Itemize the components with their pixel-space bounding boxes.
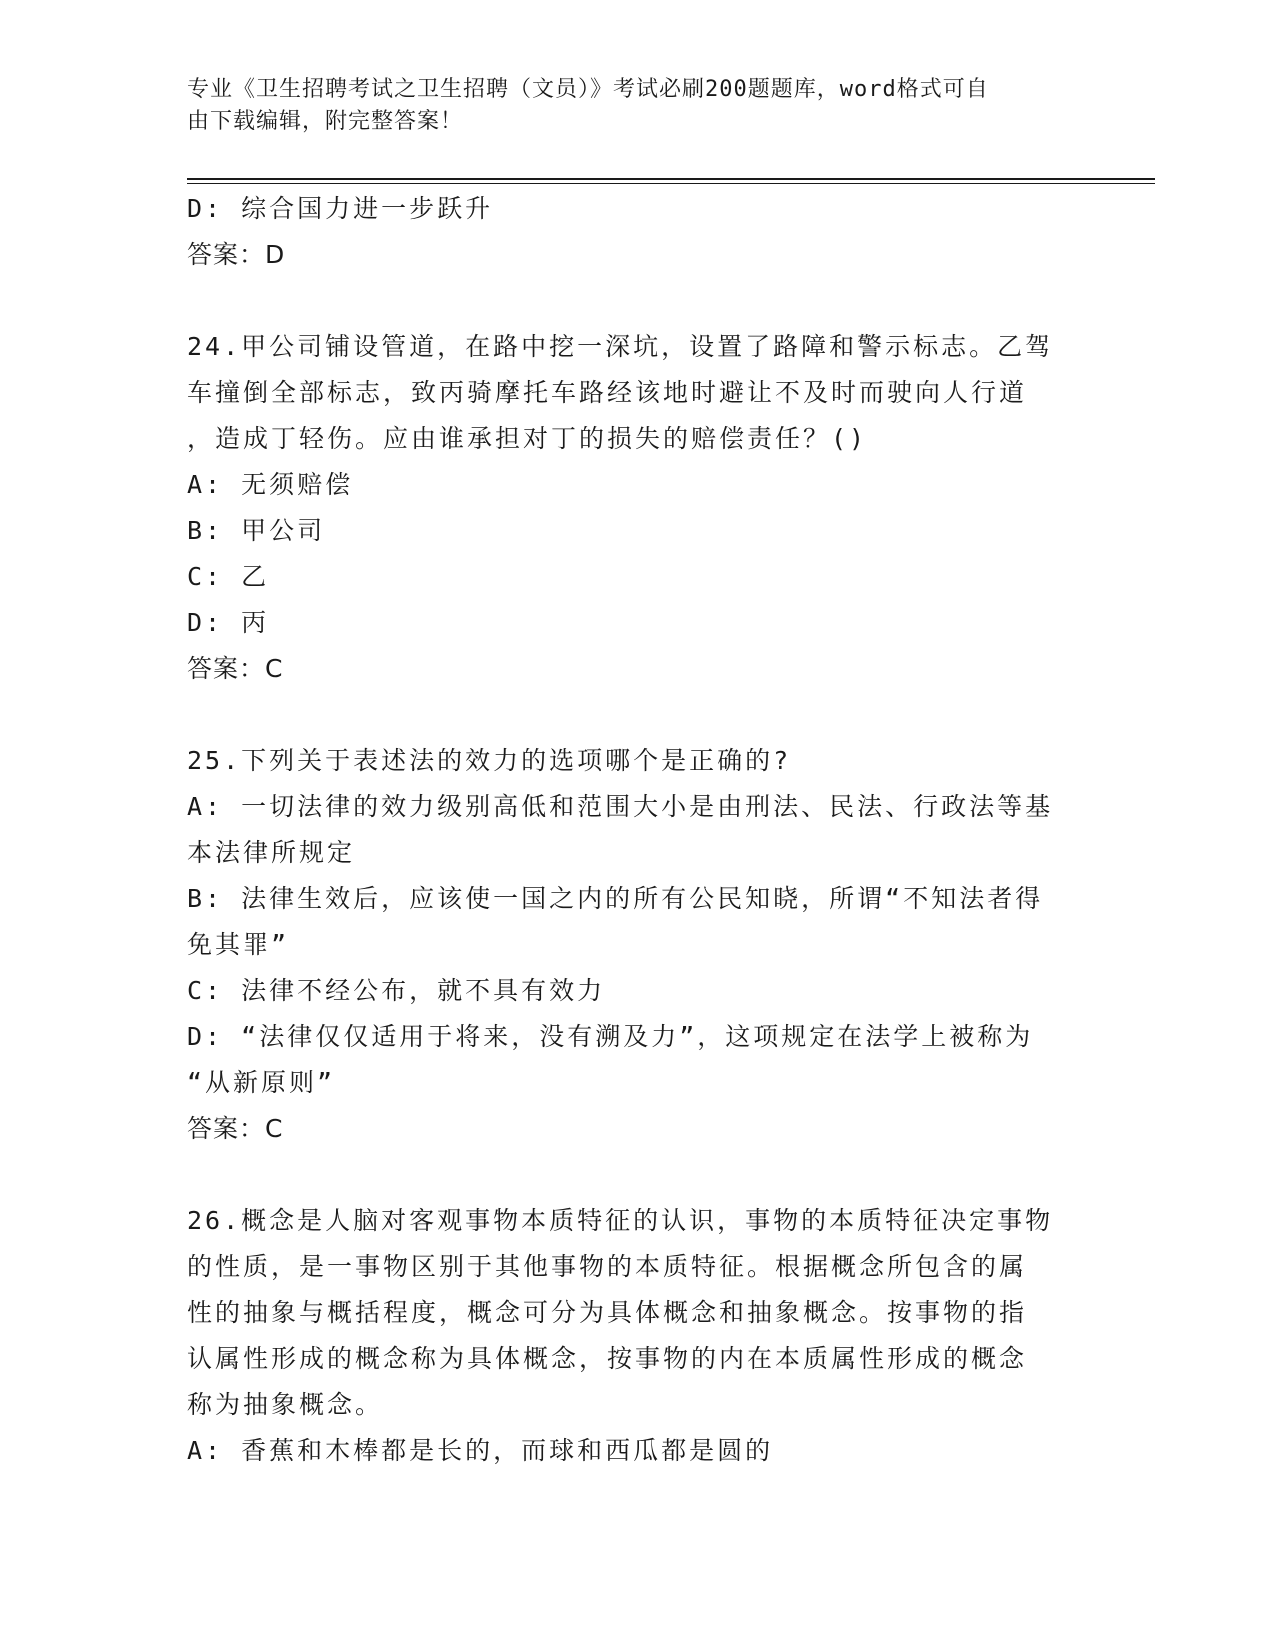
option-d: D: 综合国力进一步跃升	[187, 194, 494, 223]
answer-line: 答案：C	[187, 654, 284, 683]
option-b-continued: 免其罪”	[187, 930, 290, 959]
option-a: A: 一切法律的效力级别高低和范围大小是由刑法、民法、行政法等基	[187, 792, 1054, 821]
header-line: 由下载编辑，附完整答案！	[187, 109, 464, 134]
question-stem-line: 车撞倒全部标志，致丙骑摩托车路经该地时避让不及时而驶向人行道	[187, 378, 1028, 407]
option-c: C: 法律不经公布，就不具有效力	[187, 976, 606, 1005]
question-stem-line: 26.概念是人脑对客观事物本质特征的认识，事物的本质特征决定事物	[187, 1206, 1054, 1235]
option-b: B: 甲公司	[187, 516, 326, 545]
document-header	[187, 74, 1067, 138]
question-stem-line: 认属性形成的概念称为具体概念，按事物的内在本质属性形成的概念	[187, 1344, 1028, 1373]
question-stem-line: 性的抽象与概括程度，概念可分为具体概念和抽象概念。按事物的指	[187, 1298, 1028, 1327]
header-line: 专业《卫生招聘考试之卫生招聘（文员）》考试必刷200题题库，word格式可自	[187, 77, 989, 102]
question-25	[187, 738, 1067, 1152]
question-stem-line: 25.下列关于表述法的效力的选项哪个是正确的?	[187, 746, 792, 775]
spacer	[187, 278, 1067, 324]
question-stem-line: 24.甲公司铺设管道，在路中挖一深坑，设置了路障和警示标志。乙驾	[187, 332, 1054, 361]
option-a: A: 香蕉和木棒都是长的，而球和西瓜都是圆的	[187, 1436, 774, 1465]
spacer	[187, 692, 1067, 738]
header-divider	[187, 178, 1155, 184]
answer-line: 答案：D	[187, 240, 286, 269]
question-stem-line: 称为抽象概念。	[187, 1390, 384, 1419]
option-b: B: 法律生效后，应该使一国之内的所有公民知晓，所谓“不知法者得	[187, 884, 1044, 913]
option-c: C: 乙	[187, 562, 270, 591]
document-body	[187, 186, 1067, 1474]
answer-line: 答案：C	[187, 1114, 284, 1143]
option-d: D: 丙	[187, 608, 270, 637]
question-24	[187, 324, 1067, 692]
question-26	[187, 1198, 1067, 1474]
question-stem-line: 的性质，是一事物区别于其他事物的本质特征。根据概念所包含的属	[187, 1252, 1028, 1281]
option-d: D: “法律仅仅适用于将来，没有溯及力”，这项规定在法学上被称为	[187, 1022, 1034, 1051]
option-d-continued: “从新原则”	[187, 1068, 336, 1097]
option-a-continued: 本法律所规定	[187, 838, 356, 867]
spacer	[187, 1152, 1067, 1198]
question-stem-line: ，造成丁轻伤。应由谁承担对丁的损失的赔偿责任？()	[187, 424, 868, 453]
option-a: A: 无须赔偿	[187, 470, 354, 499]
